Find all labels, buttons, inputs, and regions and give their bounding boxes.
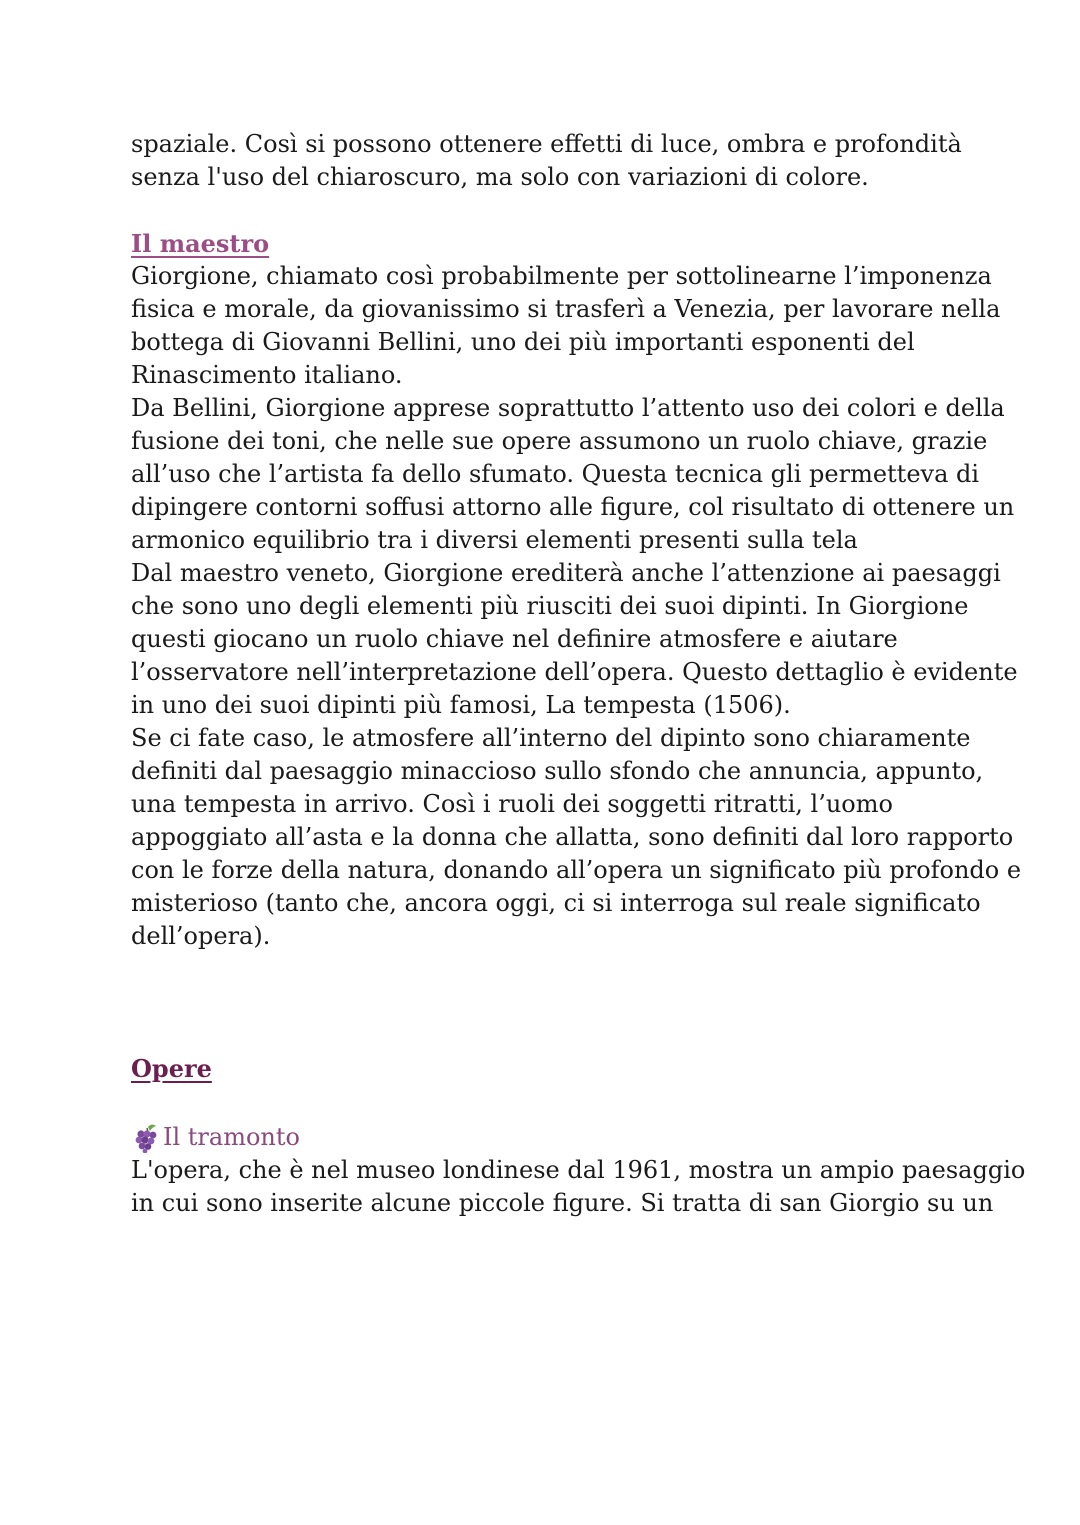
- text-line: armonico equilibrio tra i diversi elementi presenti sulla tela: [131, 526, 858, 554]
- text-line: all’uso che l’artista fa dello sfumato. Questa tecnica gli permetteva di: [131, 460, 980, 488]
- text-line: Giorgione, chiamato così probabilmente per sottolinearne l’imponenza: [131, 262, 992, 290]
- section-heading-maestro: Il maestro: [131, 229, 270, 258]
- section-heading-wrapper: [131, 1052, 961, 1085]
- text-line: Se ci fate caso, le atmosfere all’interno del dipinto sono chiaramente: [131, 724, 971, 752]
- text-line: bottega di Giovanni Bellini, uno dei più importanti esponenti del: [131, 328, 915, 356]
- text-line: appoggiato all’asta e la donna che allatta, sono definiti dal loro rapporto: [131, 823, 1014, 851]
- text-line: in cui sono inserite alcune piccole figure. Si tratta di san Giorgio su un: [131, 1189, 994, 1217]
- text-line: fisica e morale, da giovanissimo si trasferì a Venezia, per lavorare nella: [131, 295, 1001, 323]
- section-heading-opere: Opere: [131, 1054, 212, 1083]
- text-line: Rinascimento italiano.: [131, 361, 403, 389]
- text-line: spaziale. Così si possono ottenere effetti di luce, ombra e profondità: [131, 130, 962, 158]
- text-line: fusione dei toni, che nelle sue opere assumono un ruolo chiave, grazie: [131, 427, 988, 455]
- text-line: con le forze della natura, donando all’opera un significato più profondo e: [131, 856, 1022, 884]
- paragraph-4: [131, 722, 1022, 953]
- text-line: Dal maestro veneto, Giorgione erediterà anche l’attenzione ai paesaggi: [131, 559, 1001, 587]
- text-line: senza l'uso del chiaroscuro, ma solo con variazioni di colore.: [131, 163, 869, 191]
- text-line: questi giocano un ruolo chiave nel definire atmosfere e aiutare: [131, 625, 898, 653]
- paragraph-3: [131, 557, 1018, 722]
- text-line: in uno dei suoi dipinti più famosi, La tempesta (1506).: [131, 691, 791, 719]
- text-line: Da Bellini, Giorgione apprese soprattutto l’attento uso dei colori e della: [131, 394, 1005, 422]
- text-line: L'opera, che è nel museo londinese dal 1961, mostra un ampio paesaggio: [131, 1156, 1026, 1184]
- text-line: definiti dal paesaggio minaccioso sullo sfondo che annuncia, appunto,: [131, 757, 984, 785]
- document-page: [131, 128, 1026, 1220]
- text-line: dell’opera).: [131, 922, 271, 950]
- section-heading-wrapper: [131, 227, 961, 260]
- text-line: misterioso (tanto che, ancora oggi, ci si interroga sul reale significato: [131, 889, 981, 917]
- artwork-title: Il tramonto: [163, 1123, 300, 1151]
- paragraph-artwork: [131, 1154, 1026, 1220]
- grapes-icon: [131, 1123, 161, 1153]
- paragraph-1: [131, 260, 1001, 392]
- text-line: una tempesta in arrivo. Così i ruoli dei soggetti ritratti, l’uomo: [131, 790, 893, 818]
- text-line: dipingere contorni soffusi attorno alle figure, col risultato di ottenere un: [131, 493, 1015, 521]
- text-line: l’osservatore nell’interpretazione dell’opera. Questo dettaglio è evidente: [131, 658, 1018, 686]
- paragraph-2: [131, 392, 1015, 557]
- text-line: che sono uno degli elementi più riusciti dei suoi dipinti. In Giorgione: [131, 592, 969, 620]
- artwork-subheading: [131, 1121, 961, 1154]
- intro-paragraph: [131, 128, 961, 194]
